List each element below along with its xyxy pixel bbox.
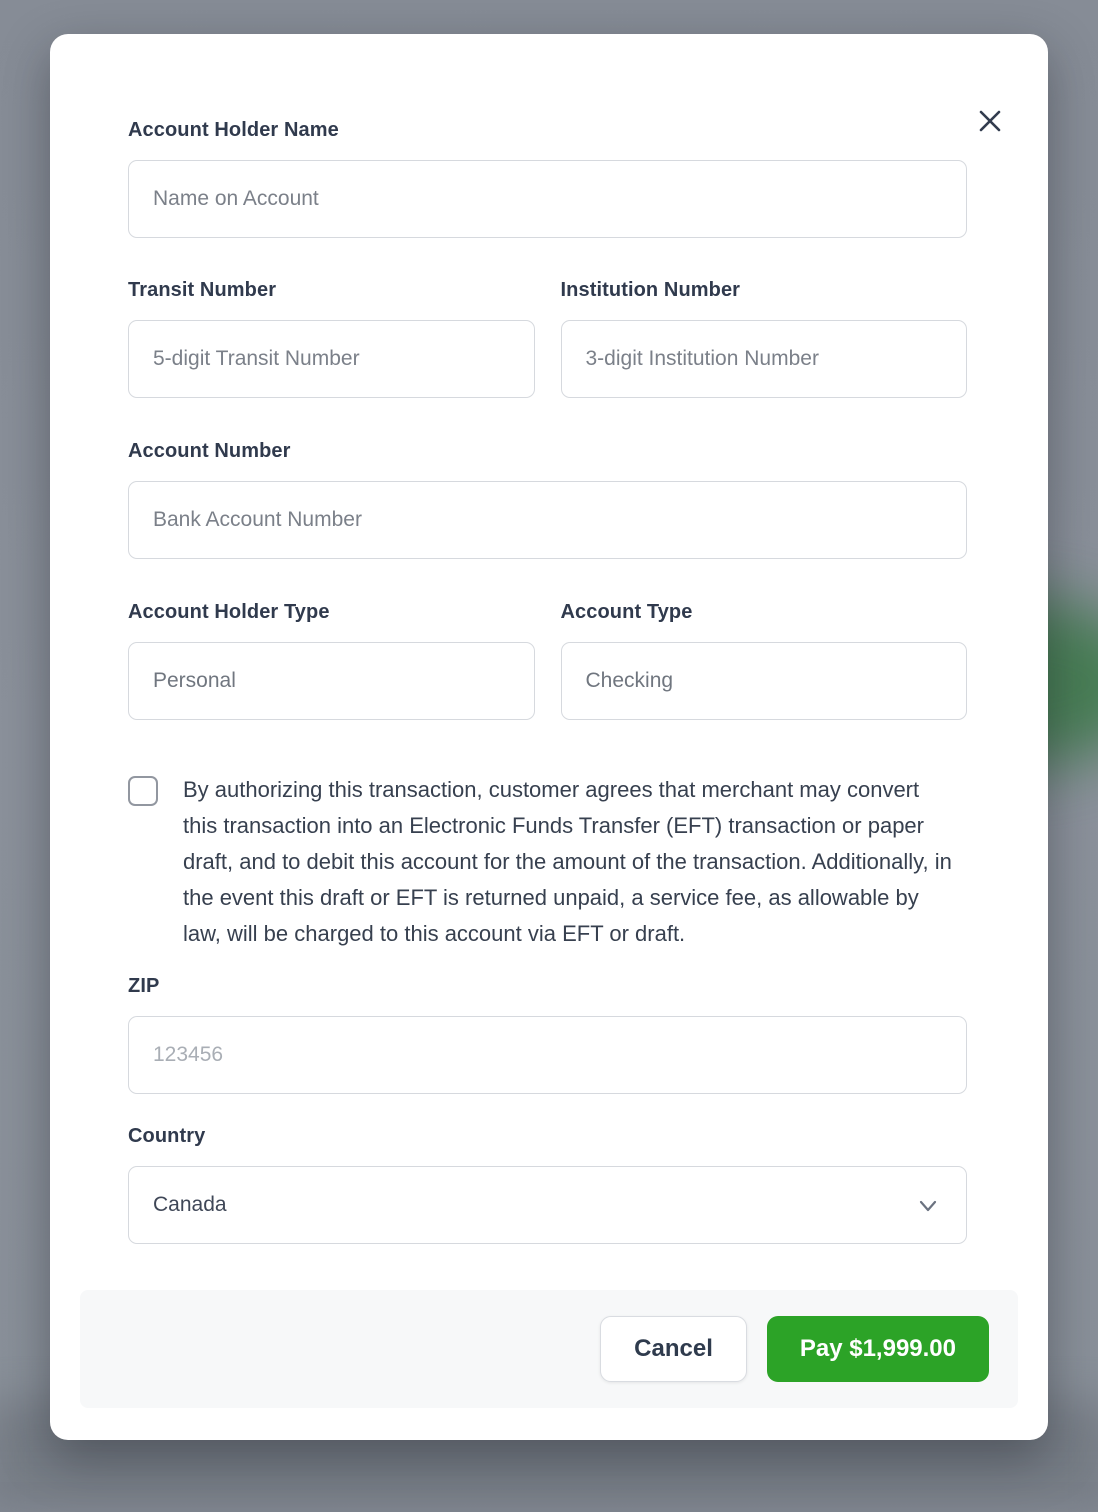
country-label: Country bbox=[128, 1125, 206, 1147]
account-holder-name-input[interactable] bbox=[128, 160, 967, 238]
country-select-value: Canada bbox=[153, 1193, 227, 1216]
zip-label: ZIP bbox=[128, 975, 160, 997]
institution-number-input[interactable] bbox=[561, 320, 968, 398]
account-holder-type-label: Account Holder Type bbox=[128, 601, 330, 623]
bank-numbers-row bbox=[128, 278, 967, 398]
account-number-group bbox=[128, 439, 967, 559]
zip-group bbox=[128, 974, 967, 1094]
account-holder-type-group bbox=[128, 600, 535, 720]
institution-number-label: Institution Number bbox=[560, 279, 741, 301]
transit-number-group bbox=[128, 278, 535, 398]
country-select[interactable] bbox=[128, 1166, 967, 1244]
authorization-checkbox[interactable] bbox=[128, 776, 158, 806]
authorization-text: By authorizing this transaction, customer agrees that merchant may convert this transaction into an Electronic Funds Transfer (EFT) transaction or paper draft, and to debit this account for the amount of the transaction. Additionally, in the event this draft or EFT is returned unpaid, a service fee, as allowable by law, will be charged to this account via EFT or draft. bbox=[183, 777, 952, 946]
account-type-field[interactable] bbox=[561, 642, 968, 720]
zip-input[interactable] bbox=[128, 1016, 967, 1094]
close-button[interactable] bbox=[970, 102, 1010, 142]
cancel-button[interactable]: Cancel bbox=[600, 1316, 747, 1382]
account-holder-name-group bbox=[128, 118, 967, 238]
modal-content bbox=[128, 34, 967, 1244]
authorization-row bbox=[128, 772, 967, 952]
modal-footer bbox=[80, 1290, 1018, 1408]
account-number-input[interactable] bbox=[128, 481, 967, 559]
account-type-label: Account Type bbox=[560, 601, 693, 623]
close-icon bbox=[977, 108, 1003, 137]
account-number-label: Account Number bbox=[128, 440, 291, 462]
transit-number-input[interactable] bbox=[128, 320, 535, 398]
account-type-group bbox=[561, 600, 968, 720]
payment-modal bbox=[50, 34, 1048, 1440]
transit-number-label: Transit Number bbox=[128, 279, 277, 301]
pay-button[interactable]: Pay $1,999.00 bbox=[767, 1316, 989, 1382]
institution-number-group bbox=[561, 278, 968, 398]
account-types-row bbox=[128, 600, 967, 720]
account-holder-type-field[interactable] bbox=[128, 642, 535, 720]
chevron-down-icon bbox=[916, 1195, 940, 1223]
account-holder-name-label: Account Holder Name bbox=[128, 119, 339, 141]
country-group bbox=[128, 1124, 967, 1244]
